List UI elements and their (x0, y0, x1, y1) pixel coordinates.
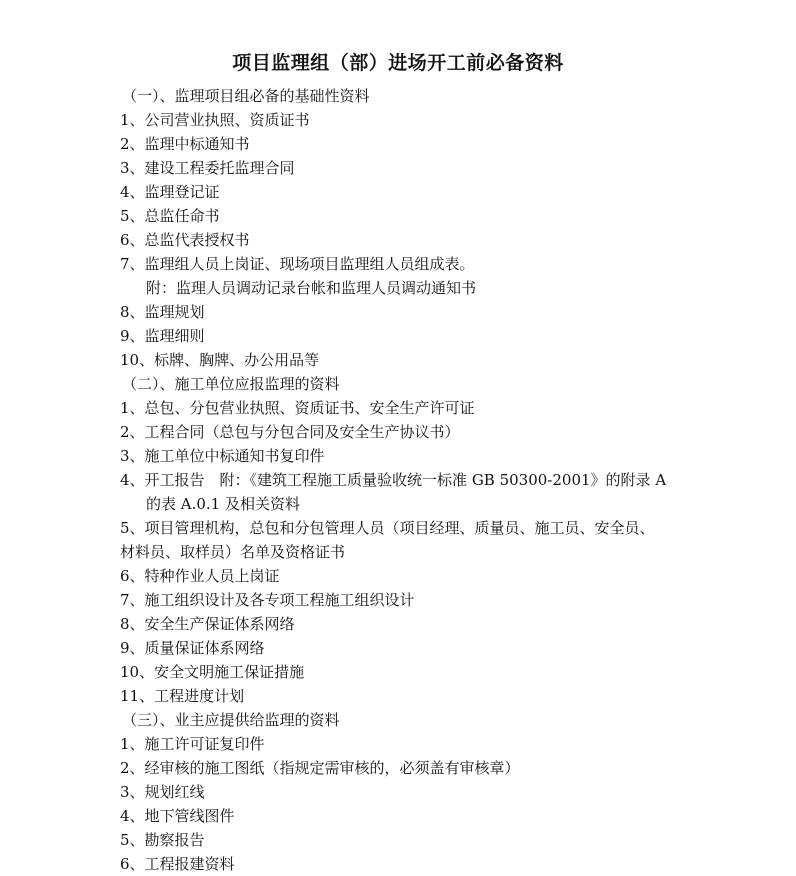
list-item: 6、工程报建资料 (120, 855, 235, 873)
list-item: 3、规划红线 (120, 783, 205, 801)
list-item: 材料员、取样员）名单及资格证书 (120, 543, 346, 561)
list-item: 5、勘察报告 (120, 831, 205, 849)
list-item: 7、监理组人员上岗证、现场项目监理组人员组成表。 (120, 255, 475, 273)
section-heading: （二）、施工单位应报监理的资料 (122, 375, 340, 393)
list-item: 2、监理中标通知书 (120, 135, 250, 153)
list-item: 1、总包、分包营业执照、资质证书、安全生产许可证 (120, 399, 475, 417)
list-item: 4、监理登记证 (120, 183, 220, 201)
list-item: 2、工程合同（总包与分包合同及安全生产协议书） (120, 423, 460, 441)
list-item: 1、施工许可证复印件 (120, 735, 265, 753)
list-item: 3、建设工程委托监理合同 (120, 159, 295, 177)
list-item: 1、公司营业执照、资质证书 (120, 111, 310, 129)
list-item: 4、地下管线图件 (120, 807, 235, 825)
list-item: 9、质量保证体系网络 (120, 639, 265, 657)
list-item: 9、监理细则 (120, 327, 205, 345)
list-item: 2、经审核的施工图纸（指规定需审核的，必须盖有审核章） (120, 759, 520, 777)
section-heading: （一）、监理项目组必备的基础性资料 (122, 87, 370, 105)
list-item: 6、总监代表授权书 (120, 231, 250, 249)
document-title: 项目监理组（部）进场开工前必备资料 (232, 52, 564, 74)
list-item: 5、项目管理机构，总包和分包管理人员（项目经理、质量员、施工员、安全员、 (120, 519, 655, 537)
list-item: 4、开工报告 附：《建筑工程施工质量验收统一标准 GB 50300-2001》的附录 A (120, 471, 667, 489)
document-body (0, 84, 796, 876)
list-item: 8、监理规划 (120, 303, 205, 321)
list-item: 5、总监任命书 (120, 207, 220, 225)
list-item: 8、安全生产保证体系网络 (120, 615, 295, 633)
list-item: 10、安全文明施工保证措施 (120, 663, 305, 681)
list-item: 11、工程进度计划 (120, 687, 245, 705)
continuation-line: 的表 A.0.1 及相关资料 (146, 495, 300, 513)
section-heading: （三）、业主应提供给监理的资料 (122, 711, 340, 729)
list-item: 7、施工组织设计及各专项工程施工组织设计 (120, 591, 415, 609)
list-item: 10、标牌、胸牌、办公用品等 (120, 351, 320, 369)
list-item: 3、施工单位中标通知书复印件 (120, 447, 325, 465)
continuation-line: 附：监理人员调动记录台帐和监理人员调动通知书 (146, 279, 477, 297)
list-item: 6、特种作业人员上岗证 (120, 567, 280, 585)
